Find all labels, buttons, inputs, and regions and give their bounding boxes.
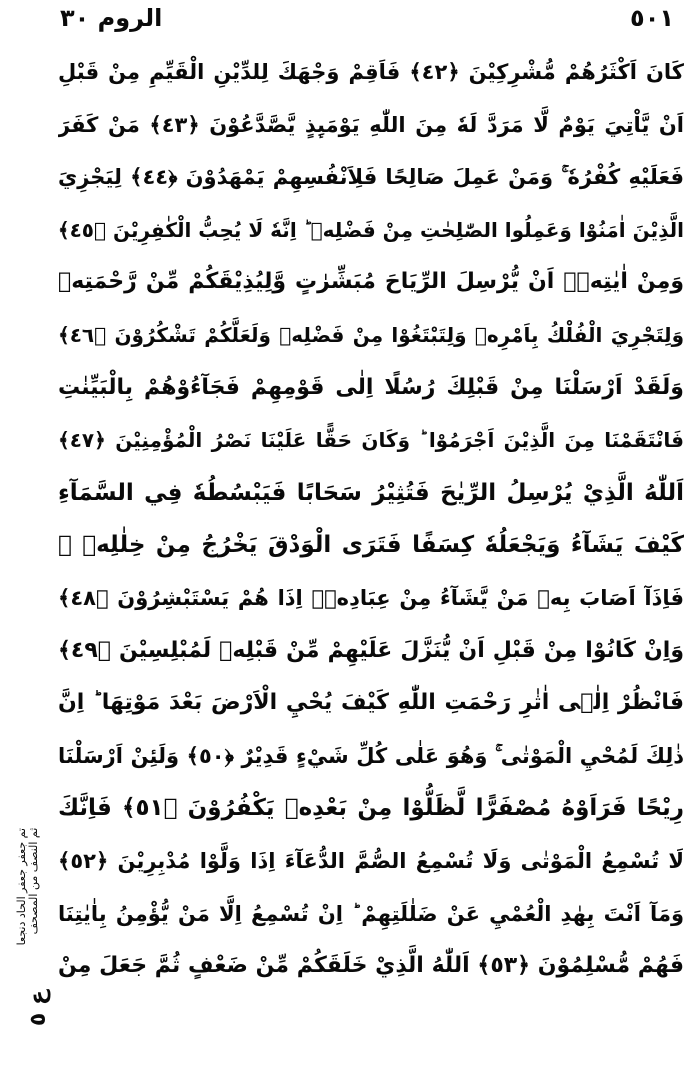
verse-line: وَمَآ اَنْتَ بِهٰدِ الْعُمْيِ عَنْ ضَلٰلَتِهِمْ ؕ اِنْ تُسْمِعُ اِلَّا مَنْ يُّؤْمِنُ بِاٰيٰتِنَا (58, 901, 684, 926)
verse-line: كَيْفَ يَشَآءُ وَيَجْعَلُهٗ كِسَفًا فَتَرَى الْوَدْقَ يَخْرُجُ مِنْ خِلٰلِهٖ ۚ (58, 532, 684, 559)
verse-line: كَانَ اَكْثَرُهُمْ مُّشْرِكِيْنَ ﴿٤٢﴾ فَاَقِمْ وَجْهَكَ لِلدِّيْنِ الْقَيِّمِ مِنْ قَبْلِ (58, 60, 684, 84)
verse-line: فَهُمْ مُّسْلِمُوْنَ ﴿٥٣﴾ اَللّٰهُ الَّذِيْ خَلَقَكُمْ مِّنْ ضَعْفٍ ثُمَّ جَعَلَ مِنْ (58, 953, 684, 979)
verse-line: وَاِنْ كَانُوْا مِنْ قَبْلِ اَنْ يُّنَزَّلَ عَلَيْهِمْ مِّنْ قَبْلِهٖ لَمُبْلِسِيْنَ ﴿٤٩﴾ (58, 637, 684, 663)
margin-note (0, 820, 50, 1070)
verse-line: اَللّٰهُ الَّذِيْ يُرْسِلُ الرِّيٰحَ فَتُثِيْرُ سَحَابًا فَيَبْسُطُهٗ فِي السَّمَآءِ (58, 479, 684, 506)
verse-line: ذٰلِكَ لَمُحْيِ الْمَوْتٰى ۚ وَهُوَ عَلٰى كُلِّ شَيْءٍ قَدِيْرٌ ﴿٥٠﴾ وَلَئِنْ اَرْسَلْنَا (58, 743, 684, 768)
ruku-mark: ع ٥ (26, 990, 51, 1027)
verse-line: رِيْحًا فَرَاَوْهُ مُصْفَرًّا لَّظَلُّوْا مِنْ بَعْدِهٖ يَكْفُرُوْنَ ﴿٥١﴾ فَاِنَّكَ (58, 795, 684, 822)
verse-line: وَلِتَجْرِيَ الْفُلْكُ بِاَمْرِهٖ وَلِتَبْتَغُوْا مِنْ فَضْلِهٖ وَلَعَلَّكُمْ تَشْكُرُوْنَ ﴿٤٦﴾ (58, 322, 684, 347)
page-header (60, 4, 680, 38)
verse-line: فَاِذَآ اَصَابَ بِهٖ مَنْ يَّشَآءُ مِنْ عِبَادِهٖۤ اِذَا هُمْ يَسْتَبْشِرُوْنَ ﴿٤٨﴾ (58, 585, 684, 610)
verse-line: فَانْظُرْ اِلٰۤى اٰثٰرِ رَحْمَتِ اللّٰهِ كَيْفَ يُحْيِ الْاَرْضَ بَعْدَ مَوْتِهَا ؕ اِنَّ (58, 690, 684, 716)
verse-block (58, 46, 684, 993)
page-number: ٥٠١ (630, 4, 674, 32)
verse-line: وَلَقَدْ اَرْسَلْنَا مِنْ قَبْلِكَ رُسُلًا اِلٰى قَوْمِهِمْ فَجَآءُوْهُمْ بِالْبَيِّنٰتِ (58, 374, 684, 400)
margin-note-line: ثم النصف من المصحف (27, 828, 40, 935)
margin-note-line: تم جعفر جعفر الحاد دنجعا (15, 828, 28, 946)
surah-title: الروم ٣٠ (60, 4, 163, 32)
verse-line: فَعَلَيْهِ كُفْرُهٗ ۚ وَمَنْ عَمِلَ صَالِحًا فَلِاَنْفُسِهِمْ يَمْهَدُوْنَ ﴿٤٤﴾ لِيَجْزِيَ (58, 165, 684, 190)
margin-note-text (16, 828, 40, 945)
verse-line: فَانْتَقَمْنَا مِنَ الَّذِيْنَ اَجْرَمُوْا ؕ وَكَانَ حَقًّا عَلَيْنَا نَصْرُ الْمُؤْمِنِيْنَ ﴿٤٧﴾ (58, 428, 684, 453)
verse-line: اَنْ يَّاْتِيَ يَوْمٌ لَّا مَرَدَّ لَهٗ مِنَ اللّٰهِ يَوْمَىِٕذٍ يَّصَّدَّعُوْنَ ﴿٤٣﴾ مَنْ كَفَرَ (58, 112, 684, 137)
verse-line: وَمِنْ اٰيٰتِهٖۤ اَنْ يُّرْسِلَ الرِّيَاحَ مُبَشِّرٰتٍ وَّلِيُذِيْقَكُمْ مِّنْ رَّحْمَتِهٖ (58, 269, 684, 295)
verse-line: لَا تُسْمِعُ الْمَوْتٰى وَلَا تُسْمِعُ الصُّمَّ الدُّعَآءَ اِذَا وَلَّوْا مُدْبِرِيْنَ ﴿٥٢﴾ (58, 848, 684, 873)
verse-line: الَّذِيْنَ اٰمَنُوْا وَعَمِلُوا الصّٰلِحٰتِ مِنْ فَضْلِهٖ ؕ اِنَّهٗ لَا يُحِبُّ الْكٰفِرِيْنَ ﴿٤٥﴾ (58, 217, 684, 242)
